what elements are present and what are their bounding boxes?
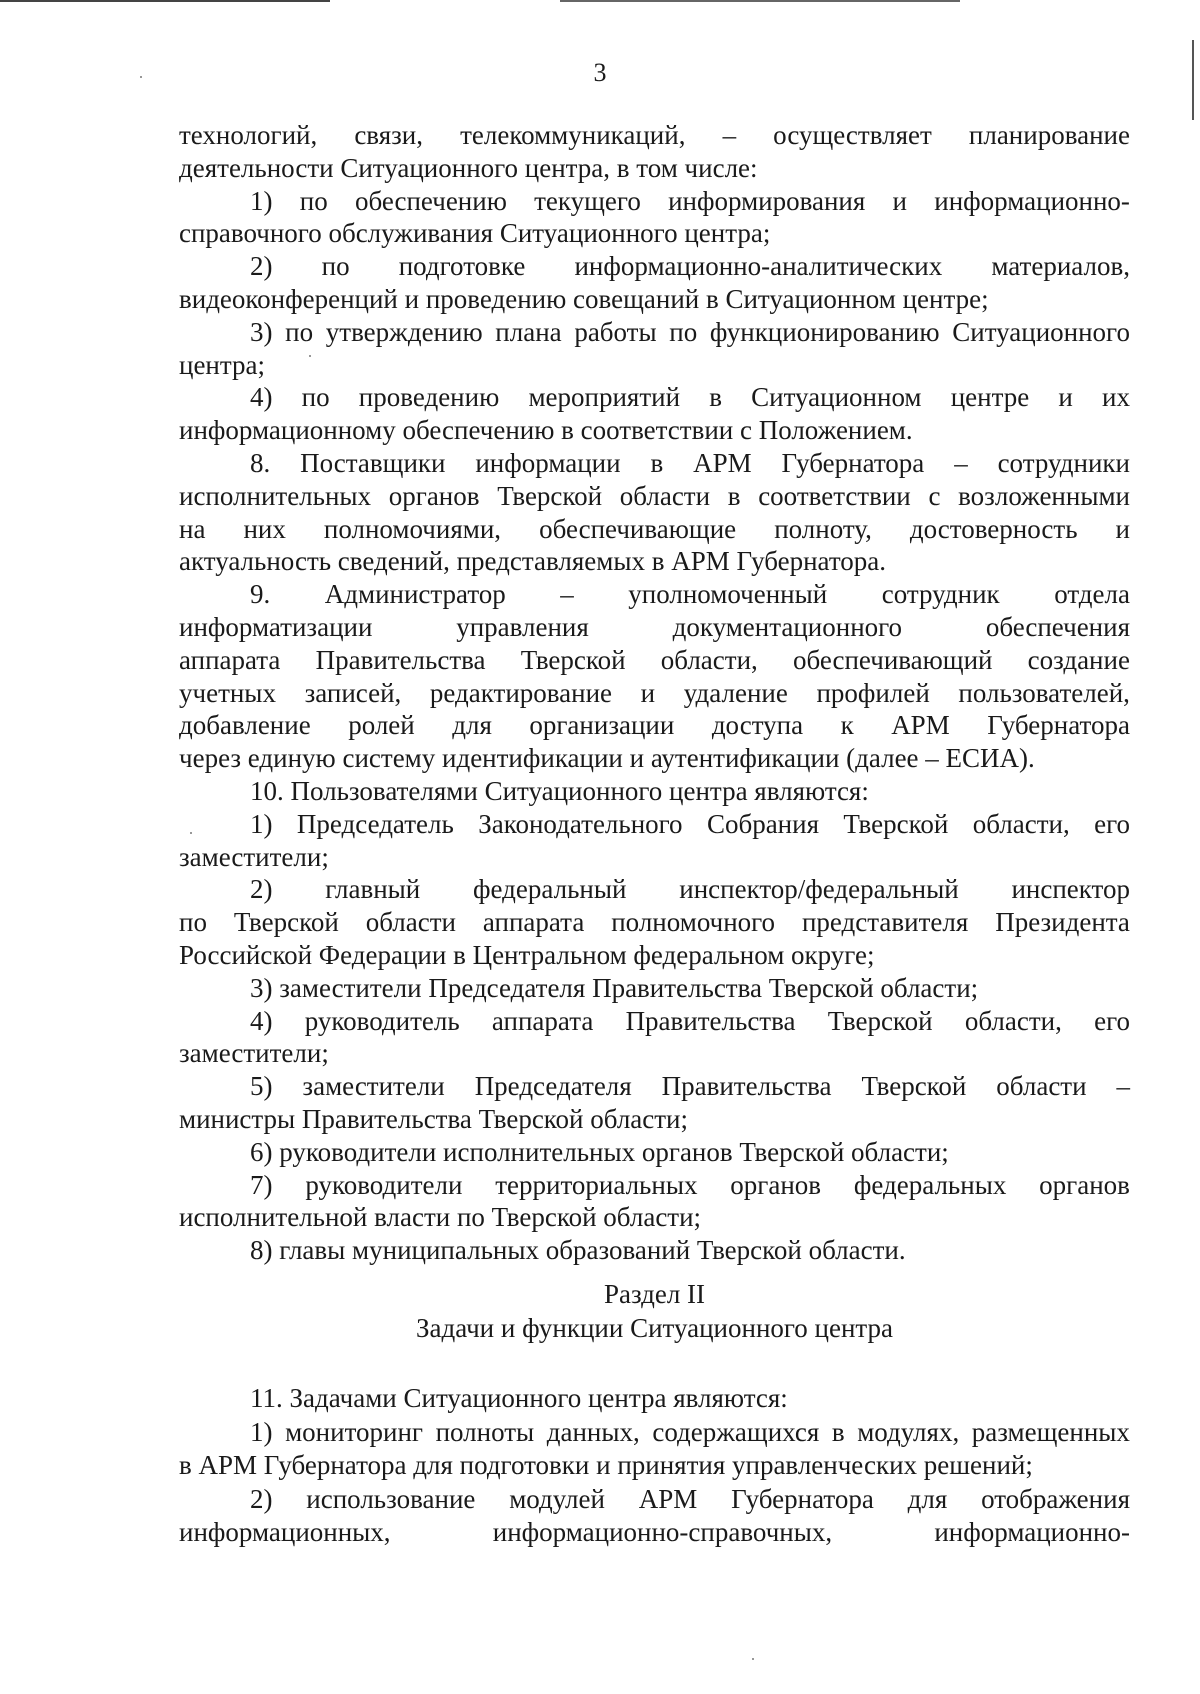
- text-line: по Тверской области аппарата полномочного представителя Президента: [179, 907, 1130, 938]
- text-line: заместители;: [179, 1038, 329, 1069]
- text-line: технологий, связи, телекоммуникаций, – осуществляет планирование: [179, 120, 1130, 150]
- text-line: информационному обеспечению в соответствии с Положением.: [179, 415, 913, 446]
- text-line: 1) мониторинг полноты данных, содержащихся в модулях, размещенных: [250, 1416, 1130, 1447]
- text-line: 6) руководители исполнительных органов Тверской области;: [250, 1136, 949, 1167]
- text-line: добавление ролей для организации доступа к АРМ Губернатора: [179, 710, 1130, 741]
- text-line: 3) заместители Председателя Правительства Тверской области;: [250, 972, 979, 1003]
- text-line: 10. Пользователями Ситуационного центра являются:: [250, 776, 869, 806]
- text-line: 4) руководитель аппарата Правительства Тверской области, его: [250, 1005, 1130, 1036]
- section-label: Раздел II: [603, 1279, 706, 1309]
- text-line: на них полномочиями, обеспечивающие полноту, достоверность и: [179, 513, 1130, 544]
- text-line: заместители;: [179, 841, 329, 872]
- text-line: в АРМ Губернатора для подготовки и принятия управленческих решений;: [179, 1450, 1033, 1480]
- text-line: исполнительных органов Тверской области в соответствии с возложенными: [179, 480, 1130, 511]
- text-line: Российской Федерации в Центральном федеральном округе;: [179, 940, 875, 970]
- text-line: центра;: [179, 349, 265, 380]
- text-line: через единую систему идентификации и аутентификации (далее – ЕСИА).: [179, 743, 1035, 774]
- text-line: 1) Председатель Законодательного Собрания Тверской области, его: [250, 808, 1130, 839]
- text-line: 7) руководители территориальных органов федеральных органов: [250, 1169, 1130, 1200]
- text-line: 9. Администратор – уполномоченный сотрудник отдела: [250, 579, 1130, 610]
- text-line: актуальность сведений, представляемых в АРМ Губернатора.: [179, 546, 887, 577]
- text-line: 1) по обеспечению текущего информирования и информационно-: [250, 185, 1130, 216]
- text-line: справочного обслуживания Ситуационного центра;: [179, 218, 771, 249]
- text-line: учетных записей, редактирование и удаление профилей пользователей,: [179, 677, 1130, 708]
- text-line: министры Правительства Тверской области;: [179, 1104, 689, 1134]
- text-line: аппарата Правительства Тверской области, обеспечивающий создание: [179, 644, 1130, 675]
- text-line: 3) по утверждению плана работы по функционированию Ситуационного: [250, 316, 1130, 347]
- text-line: 8) главы муниципальных образований Тверской области.: [250, 1235, 906, 1266]
- text-line: 2) по подготовке информационно-аналитических материалов,: [250, 251, 1130, 282]
- text-line: 2) использование модулей АРМ Губернатора для отображения: [250, 1483, 1130, 1514]
- section-title: Задачи и функции Ситуационного центра: [415, 1313, 894, 1343]
- text-line: 4) по проведению мероприятий в Ситуационном центре и их: [250, 382, 1130, 413]
- text-line: 11. Задачами Ситуационного центра являются:: [250, 1383, 788, 1413]
- text-line: видеоконференций и проведению совещаний в Ситуационном центре;: [179, 284, 989, 314]
- scan-artifact-line: [560, 0, 960, 2]
- text-line: информационных, информационно-справочных, информационно-: [179, 1517, 1130, 1547]
- text-line: исполнительной власти по Тверской области;: [179, 1202, 702, 1233]
- text-line: деятельности Ситуационного центра, в том числе:: [179, 152, 758, 183]
- text-line: 8. Поставщики информации в АРМ Губернатора – сотрудники: [250, 448, 1130, 478]
- scan-artifact-line: [0, 0, 330, 2]
- scan-speck: [752, 1658, 754, 1660]
- text-line: информатизации управления документационного обеспечения: [179, 612, 1130, 642]
- page-number: 3: [593, 58, 607, 87]
- text-line: 2) главный федеральный инспектор/федеральный инспектор: [250, 874, 1130, 905]
- text-line: 5) заместители Председателя Правительства Тверской области –: [250, 1071, 1130, 1102]
- scan-speck: [190, 832, 192, 834]
